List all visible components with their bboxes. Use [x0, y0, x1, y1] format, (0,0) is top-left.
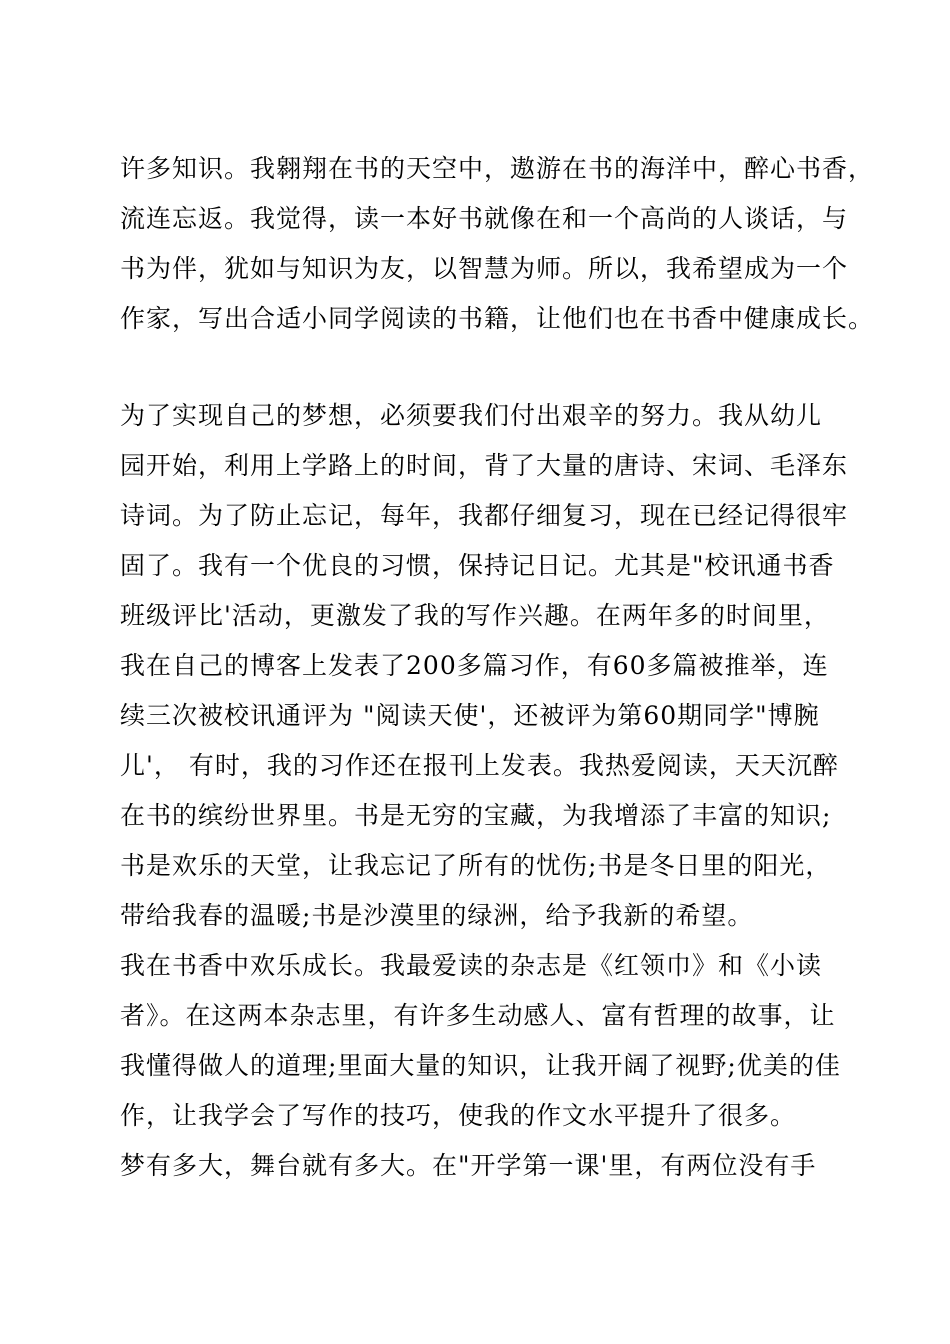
text-line: 带给我春的温暖;书是沙漠里的绿洲，给予我新的希望。: [120, 901, 754, 930]
text-line: 流连忘返。我觉得，读一本好书就像在和一个高尚的人谈话，与: [120, 204, 849, 233]
text-line: 我在自己的博客上发表了200多篇习作，有60多篇被推举，连: [120, 651, 829, 680]
text-line: 者》。在这两本杂志里，有许多生动感人、富有哲理的故事，让: [120, 1001, 836, 1030]
text-line: 作，让我学会了写作的技巧，使我的作文水平提升了很多。: [120, 1101, 797, 1130]
text-line: 为了实现自己的梦想，必须要我们付出艰辛的努力。我从幼儿: [120, 401, 823, 430]
text-line: 书是欢乐的天堂，让我忘记了所有的忧伤;书是冬日里的阳光，: [120, 851, 832, 880]
text-line: 我在书香中欢乐成长。我最爱读的杂志是《红领巾》和《小读: [120, 951, 823, 980]
text-line: 在书的缤纷世界里。书是无穷的宝藏，为我增添了丰富的知识;: [120, 801, 832, 830]
text-line: 梦有多大，舞台就有多大。在"开学第一课'里，有两位没有手: [120, 1151, 817, 1180]
text-line: 班级评比'活动，更激发了我的写作兴趣。在两年多的时间里，: [120, 601, 830, 630]
text-line: 书为伴，犹如与知识为友，以智慧为师。所以，我希望成为一个: [120, 254, 849, 283]
text-line: 诗词。为了防止忘记，每年，我都仔细复习，现在已经记得很牢: [120, 501, 849, 530]
text-line: 园开始，利用上学路上的时间，背了大量的唐诗、宋词、毛泽东: [120, 451, 849, 480]
text-line: 我懂得做人的道理;里面大量的知识，让我开阔了视野;优美的佳: [120, 1051, 841, 1080]
text-line: 固了。我有一个优良的习惯，保持记日记。尤其是"校讯通书香: [120, 551, 835, 580]
text-line: 续三次被校讯通评为 "阅读天使'，还被评为第60期同学"博腕: [120, 701, 820, 730]
text-line: 作家，写出合适小同学阅读的书籍，让他们也在书香中健康成长。: [120, 304, 875, 333]
text-line: 儿'， 有时，我的习作还在报刊上发表。我热爱阅读，天天沉醉: [120, 751, 839, 780]
text-line: 许多知识。我翱翔在书的天空中，遨游在书的海洋中，醉心书香，: [120, 154, 875, 183]
